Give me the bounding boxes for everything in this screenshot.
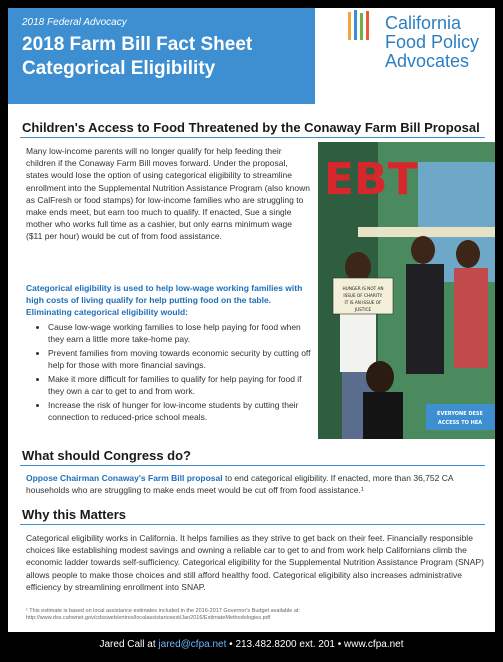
page-title-line1: 2018 Farm Bill Fact Sheet [22, 34, 253, 55]
phone-number: 213.482.8200 ext. 201 [235, 639, 335, 650]
section1-heading: Children's Access to Food Threatened by the Conaway Farm Bill Proposal [22, 120, 480, 135]
header-banner [8, 8, 315, 104]
footnote: ¹ This estimate is based on local assistance estimates included in the 2016-2017 Governor's Budget available at: http://www.dss.cahwnet.gov/cdssweb/entres/localassistanceest/Jan2016/EstimateMethodologies.pdf [26, 608, 300, 621]
rally-sign2-text-2: ACCESS TO HEA [437, 420, 483, 426]
rally-sign-text: HUNGER IS NOT AN [342, 286, 384, 291]
rally-sign-text-4: JUSTICE [354, 307, 372, 312]
ebt-banner-letters: EBT [324, 154, 418, 205]
section2-body [26, 472, 481, 496]
rally-photo-illustration [318, 142, 495, 439]
rally-sign-text-3: IT IS AN ISSUE OF [344, 300, 382, 305]
email-link[interactable]: jared@cfpa.net [158, 639, 227, 650]
section1-divider [20, 137, 485, 138]
website-link[interactable]: www.cfpa.net [344, 639, 404, 650]
footer-contact-prefix: Jared Call at [99, 639, 159, 650]
section1-lead: Categorical eligibility is used to help low-wage working families with high costs of living qualify for help putting food on the table. Eliminating categorical eligibility would: [26, 283, 303, 318]
list-item: • Prevent families from moving towards economic security by cutting off help for those with more financial savings. [48, 347, 318, 371]
list-item: • Cause low-wage working families to lose help paying for food when they earn a little more take-home pay. [48, 321, 318, 345]
section1-intro: Many low-income parents will no longer qualify for help feeding their children if the Conaway Farm Bill moves forward. Under the proposal, states would lose the option of using categorical eligibility to streamline enrollment into the Supplemental Nutrition Assistance Program (also known as CalFresh or food stamps) for low-income families who are struggling to make ends meet, but earn too much to qualify. If enacted, Sue a single mother who works full time as a cashier, but only earns minimum wage ($11 per hour) would be cut of from food assistance. [26, 146, 310, 242]
page-title-line2: Categorical Eligibility [22, 58, 216, 79]
section3-heading: Why this Matters [22, 507, 127, 522]
rally-sign-text-2: ISSUE OF CHARITY. [343, 293, 383, 298]
footer-separator: • [226, 639, 236, 650]
section3-divider [20, 524, 485, 525]
cfpa-logo [345, 8, 495, 104]
section3-body: Categorical eligibility works in California. It helps families as they strive to get back on their feet. Financially responsible choices like establishing modest savings and owning a reliable car to get to and from work help Californians climb the economic ladder towards self-sufficiency. Categorical eligibility for the Supplemental Nutrition Assistance Program (SNAP) allows people to make those choices and still afford healthy food. Categorical eligibility also increases administrative efficiency by streamlining enrollment into SNAP. [26, 533, 484, 592]
logo-bars-icon [347, 10, 373, 42]
list-item: • Increase the risk of hunger for low-income students by cutting their connection to reduced-price school meals. [48, 399, 318, 423]
section2-divider [20, 465, 485, 466]
section2-heading: What should Congress do? [22, 448, 191, 463]
fact-sheet [8, 8, 495, 632]
rally-photo [318, 142, 495, 439]
logo-line1: California [385, 13, 462, 33]
eligibility-bullet-list [34, 321, 318, 425]
logo-line3: Advocates [385, 51, 470, 71]
header-kicker: 2018 Federal Advocacy [22, 17, 127, 28]
oppose-proposal-link[interactable]: Oppose Chairman Conaway's Farm Bill proposal [26, 473, 223, 483]
rally-sign2-text: EVERYONE DESE [437, 411, 483, 417]
list-item: • Make it more difficult for families to qualify for help paying for food if they own a car to get to and from work. [48, 373, 318, 397]
logo-wordmark [385, 14, 479, 71]
section2-body-text: to end categorical eligibility. If enacted, more than 36,752 CA households who are struggling to make ends meet would be cut off from food assistance.¹ [26, 473, 454, 496]
footer-separator: • [334, 639, 345, 650]
logo-line2: Food Policy [385, 32, 480, 52]
contact-footer [8, 634, 495, 656]
